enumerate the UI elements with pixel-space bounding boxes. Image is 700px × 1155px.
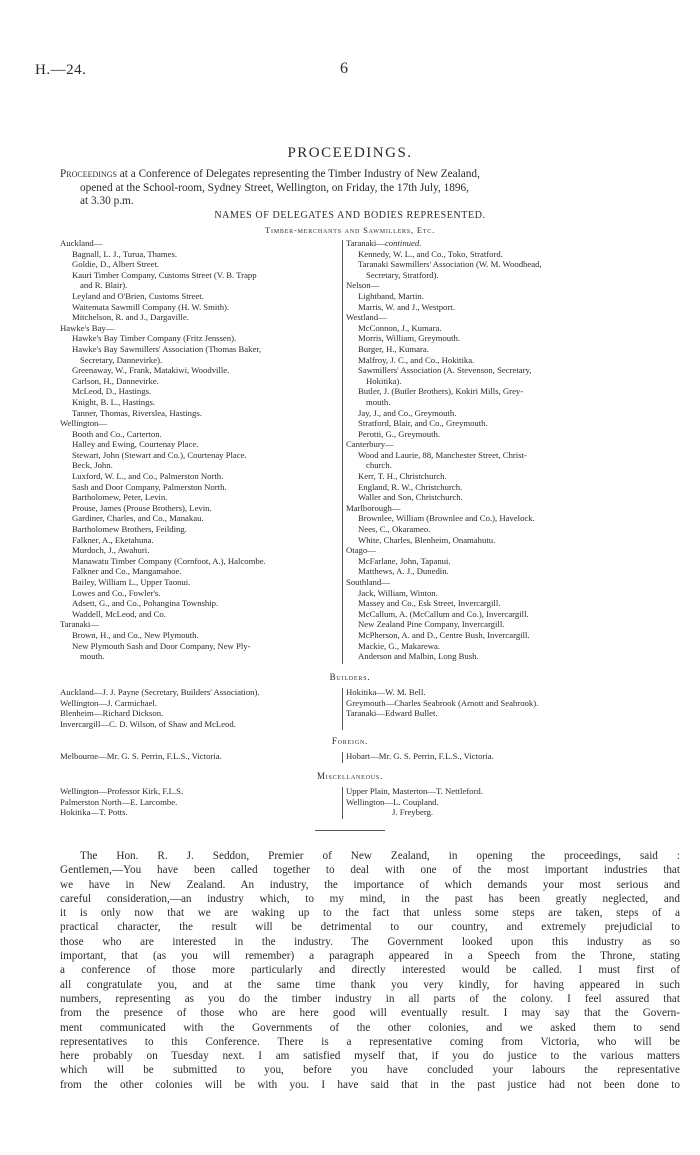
miscellaneous-left-list — [60, 786, 183, 818]
delegate-entry — [346, 259, 646, 270]
paragraph-line: numbers, representing as you do the timber industry in all parts of the colony. I feel assured that — [60, 992, 680, 1005]
paragraph-line: practical character, the result will be detrimental to our country, and extremely prejudicial to — [60, 921, 680, 934]
list-entry: J. Freyberg. — [392, 807, 434, 818]
paragraph-line: here probably on Tuesday next. I am satisfied myself that, if you do justice to the various matters — [60, 1050, 680, 1063]
list-entry: Invercargill—C. D. Wilson, of Shaw and McLeod. — [60, 718, 236, 729]
entry-text: Burger, H., Kumara. — [358, 343, 429, 354]
entry-text: Bartholomew Brothers, Feilding. — [72, 524, 187, 535]
paragraph-line: from the presence of those who are here good will eventually result. I may say that the Govern- — [60, 1007, 680, 1020]
list-entry: Wellington—L. Coupland. — [346, 796, 439, 807]
foreign-divider — [342, 752, 343, 763]
entry-text: Falkner and Co., Mangamahoe. — [72, 566, 182, 577]
list-entry: Palmerston North—E. Larcombe. — [60, 796, 178, 807]
entry-text: Bagnall, L. J., Turua, Thames. — [72, 248, 178, 259]
entry-text: Prouse, James (Prouse Brothers), Levin. — [72, 502, 212, 513]
delegate-entry — [346, 408, 646, 419]
delegate-entry — [346, 524, 646, 535]
delegates-left-column — [60, 238, 336, 662]
delegate-entry — [346, 355, 646, 366]
paragraph-line: it is only now that we are waking up to the fact that unless some steps are taken, steps of a — [60, 907, 680, 920]
region-heading — [346, 238, 646, 249]
paragraph-line: those who are interested in the industry. The Government looked upon this industry as so — [60, 935, 680, 948]
entry-text: Brown, H., and Co., New Plymouth. — [72, 629, 199, 640]
delegate-entry — [346, 460, 646, 471]
paragraph-line: Gentlemen,—You have been called together to deal with one of the most important industries that — [60, 864, 680, 877]
entry-text: mouth. — [366, 396, 391, 407]
delegate-entry — [60, 513, 336, 524]
names-heading: NAMES OF DELEGATES AND BODIES REPRESENTED. — [214, 210, 486, 221]
delegate-entry — [346, 397, 646, 408]
delegate-entry — [346, 619, 646, 630]
delegate-entry — [60, 386, 336, 397]
entry-text: Lowes and Co., Fowler's. — [72, 587, 161, 598]
entry-text: McConnon, J., Kumara. — [358, 322, 442, 333]
entry-text: Brownlee, William (Brownlee and Co.), Havelock. — [358, 513, 535, 524]
delegate-entry — [346, 386, 646, 397]
miscellaneous-divider — [342, 787, 343, 819]
region-heading — [60, 238, 336, 249]
delegate-entry — [346, 429, 646, 440]
delegate-entry — [346, 291, 646, 302]
entry-text: England, R. W., Christchurch. — [358, 481, 463, 492]
entry-text: New Zealand Pine Company, Invercargill. — [358, 619, 505, 630]
entry-text: McFarlane, John, Tapanui. — [358, 555, 451, 566]
builders-left-list — [60, 687, 260, 729]
document-reference: H.—24. — [35, 62, 87, 78]
entry-text: McCallum, A. (McCallum and Co.), Invercargill. — [358, 608, 529, 619]
delegates-right-column — [346, 238, 646, 662]
paragraph-line: ment communicated with the Governments of the other colonies, and we asked them to send — [60, 1021, 680, 1034]
delegate-entry — [346, 376, 646, 387]
entry-text: Kauri Timber Company, Customs Street (V. B. Trapp — [72, 269, 257, 280]
entry-text: Leyland and O'Brien, Customs Street. — [72, 290, 204, 301]
paragraph-line: from the other colonies will be with you. I have said that in the past justice had not been done to — [60, 1078, 680, 1091]
entry-text: Stewart, John (Stewart and Co.), Courtenay Place. — [72, 449, 247, 460]
section-separator — [315, 830, 385, 831]
entry-text: Carlson, H., Dannevirke. — [72, 375, 159, 386]
entry-text: McPherson, A. and D., Centre Bush, Invercargill. — [358, 629, 530, 640]
entry-text: Kennedy, W. L., and Co., Toko, Stratford. — [358, 248, 503, 259]
delegate-entry — [60, 651, 336, 662]
list-entry: Blenheim—Richard Dickson. — [60, 708, 164, 719]
entry-text: Canterbury— — [346, 439, 394, 450]
delegate-entry — [346, 450, 646, 461]
page-number: 6 — [340, 60, 348, 77]
entry-text: Manawatu Timber Company (Cornfoot, A.), Halcombe. — [72, 555, 266, 566]
paragraph-line: The Hon. R. J. Seddon, Premier of New Zealand, in opening the proceedings, said : — [80, 850, 680, 862]
foreign-heading: Foreign. — [331, 736, 369, 746]
paragraph-line: we have in New Zealand. An industry, the importance of which demands your most serious and — [60, 878, 680, 891]
delegate-entry — [346, 566, 646, 577]
delegate-entry — [60, 577, 336, 588]
entry-text: Kerr, T. H., Christchurch. — [358, 471, 447, 482]
delegate-entry — [60, 270, 336, 281]
entry-text: Waller and Son, Christchurch. — [358, 492, 463, 503]
delegate-entry — [346, 333, 646, 344]
list-entry: Hokitika—T. Potts. — [60, 807, 128, 818]
list-entry: Wellington—Professor Kirk, F.L.S. — [60, 786, 184, 796]
region-heading — [346, 577, 646, 588]
entry-text: Hawke's Bay Timber Company (Fritz Jenssen). — [72, 333, 237, 344]
miscellaneous-right-list — [346, 786, 483, 818]
intro-line-1-rest: at a Conference of Delegates representing the Timber Industry of New Zealand, — [116, 168, 480, 180]
entry-text: McLeod, D., Hastings. — [72, 386, 152, 397]
delegate-entry — [346, 492, 646, 503]
intro-line-3: at 3.30 p.m. — [80, 195, 134, 207]
timber-heading: Timber-merchants and Sawmillers, Etc. — [264, 225, 436, 235]
entry-text: Nees, C., Okarameo. — [358, 524, 431, 535]
delegate-entry — [60, 408, 336, 419]
delegate-entry — [60, 376, 336, 387]
delegate-entry — [60, 249, 336, 260]
entry-text: Jack, William, Winton. — [358, 587, 438, 598]
builders-divider — [342, 688, 343, 730]
delegate-entry — [60, 471, 336, 482]
builders-heading: Builders. — [329, 672, 371, 682]
entry-text: Taranaki— — [60, 619, 99, 630]
region-heading — [60, 619, 336, 630]
delegate-entry — [60, 365, 336, 376]
entry-text: Wood and Laurie, 88, Manchester Street, Christ- — [358, 449, 527, 460]
entry-text: Jay, J., and Co., Greymouth. — [358, 407, 457, 418]
delegate-entry — [60, 556, 336, 567]
delegate-entry — [346, 344, 646, 355]
speech-paragraph — [60, 849, 680, 1092]
entry-text: Southland— — [346, 577, 390, 587]
entry-text: White, Charles, Blenheim, Onamahutu. — [358, 534, 496, 545]
entry-text: Mitchelson, R. and J., Dargaville. — [72, 312, 189, 323]
delegate-entry — [60, 641, 336, 652]
intro-line-2: opened at the School-room, Sydney Street, Wellington, on Friday, the 17th July, 1896, — [80, 181, 469, 194]
delegate-entry — [60, 259, 336, 270]
delegate-entry — [60, 545, 336, 556]
delegate-entry — [346, 513, 646, 524]
delegate-entry — [346, 418, 646, 429]
list-entry: Wellington—J. Carmichael. — [60, 697, 158, 708]
entry-text: Goldie, D., Albert Street. — [72, 259, 160, 270]
entry-text: Westland— — [346, 312, 387, 323]
entry-text: Beck, John. — [72, 460, 113, 471]
entry-text: Perotti, G., Greymouth. — [358, 428, 441, 439]
delegate-entry — [346, 249, 646, 260]
delegate-entry — [60, 630, 336, 641]
entry-text: Hawke's Bay Sawmillers' Association (Thomas Baker, — [72, 343, 262, 354]
entry-text: Waitemata Sawmill Company (H. W. Smith). — [72, 301, 230, 312]
delegate-entry — [346, 323, 646, 334]
entry-text: Secretary, Stratford). — [366, 269, 439, 280]
entry-text: Mackie, G., Makarewa. — [358, 640, 441, 651]
entry-text: Matthews, A. J., Dunedin. — [358, 566, 449, 577]
entry-text: Hawke's Bay— — [60, 322, 115, 333]
delegate-entry — [346, 302, 646, 313]
entry-text: Luxford, W. L., and Co., Palmerston North. — [72, 471, 224, 482]
delegate-entry — [346, 630, 646, 641]
intro-lead: Proceedings — [60, 168, 117, 180]
region-heading — [346, 503, 646, 514]
list-entry: Greymouth—Charles Seabrook (Arnott and Seabrook). — [346, 697, 539, 708]
paragraph-line: which will be submitted to you, before you have concluded your labours the representative — [60, 1064, 680, 1077]
entry-text: church. — [366, 460, 392, 471]
entry-text: mouth. — [80, 651, 105, 662]
entry-text: Halley and Ewing, Courtenay Place. — [72, 439, 199, 450]
region-heading — [60, 418, 336, 429]
entry-text: Waddell, McLeod, and Co. — [72, 608, 166, 619]
list-entry: Taranaki—Edward Bullet. — [346, 708, 438, 719]
delegate-entry — [60, 429, 336, 440]
entry-text: Malfroy, J. C., and Co., Hokitika. — [358, 354, 475, 365]
entry-text: Sash and Door Company, Palmerston North. — [72, 481, 227, 492]
entry-text: Greenaway, W., Frank, Matakiwi, Woodville. — [72, 365, 230, 376]
builders-right-list — [346, 687, 538, 719]
entry-text: Marris, W. and J., Westport. — [358, 301, 455, 312]
region-heading — [346, 545, 646, 556]
delegate-entry — [60, 450, 336, 461]
entry-text: Bartholomew, Peter, Levin. — [72, 492, 168, 503]
delegate-entry — [60, 503, 336, 514]
delegate-entry — [346, 365, 646, 376]
paragraph-line: careful consideration,—an industry which, to my mind, in the past has been greatly neglected, and — [60, 892, 680, 905]
delegate-entry — [60, 397, 336, 408]
entry-text: Stratford, Blair, and Co., Greymouth. — [358, 418, 488, 429]
intro-line-1 — [60, 168, 680, 182]
list-entry: Hokitika—W. M. Bell. — [346, 687, 426, 697]
entry-text: Auckland— — [60, 238, 103, 248]
entry-text: Adsett, G., and Co., Pohangina Township. — [72, 598, 219, 609]
entry-text: Murdoch, J., Awahuri. — [72, 545, 150, 556]
entry-text: Knight, B. L., Hastings. — [72, 396, 156, 407]
delegate-entry — [60, 344, 336, 355]
entry-text: Anderson and Malbin, Long Bush. — [358, 651, 479, 662]
delegate-entry — [60, 355, 336, 366]
delegate-entry — [346, 598, 646, 609]
delegate-entry — [346, 651, 646, 662]
entry-text: Morris, William, Greymouth. — [358, 333, 461, 344]
delegate-entry — [346, 270, 646, 281]
delegate-entry — [60, 598, 336, 609]
region-heading — [346, 280, 646, 291]
delegate-entry — [346, 588, 646, 599]
delegate-entry — [346, 471, 646, 482]
entry-text: Massey and Co., Esk Street, Invercargill. — [358, 598, 501, 609]
delegate-entry — [346, 556, 646, 567]
entry-text: Tanner, Thomas, Riverslea, Hastings. — [72, 407, 202, 418]
region-heading — [346, 439, 646, 450]
entry-text: Otago— — [346, 545, 376, 556]
region-heading — [60, 323, 336, 334]
delegate-entry — [60, 333, 336, 344]
entry-text: Bailey, William L., Upper Taonui. — [72, 577, 191, 587]
list-entry: Auckland—J. J. Payne (Secretary, Builders' Association). — [60, 687, 260, 697]
delegate-entry — [60, 588, 336, 599]
delegate-entry — [60, 492, 336, 503]
entry-text: Lightband, Martin. — [358, 290, 424, 301]
paragraph-line: important, that (as you will remember) a paragraph appeared in a Speech from the Throne, stating — [60, 950, 680, 963]
entry-text: Hokitika). — [366, 375, 402, 386]
entry-text: Wellington— — [60, 418, 108, 429]
delegate-entry — [60, 439, 336, 450]
delegate-entry — [60, 291, 336, 302]
entry-text: Falkner, A., Eketahuna. — [72, 534, 154, 545]
list-entry: Hobart—Mr. G. S. Perrin, F.L.S., Victoria. — [346, 751, 494, 761]
page-title: PROCEEDINGS. — [287, 145, 413, 161]
delegate-entry — [346, 641, 646, 652]
miscellaneous-heading: Miscellaneous. — [316, 771, 384, 781]
foreign-right-list — [346, 751, 494, 762]
entry-text: Nelson— — [346, 280, 380, 291]
delegate-entry — [346, 482, 646, 493]
entry-text: New Plymouth Sash and Door Company, New Ply- — [72, 640, 251, 651]
delegate-entry — [60, 302, 336, 313]
column-divider — [342, 240, 343, 664]
delegate-entry — [60, 460, 336, 471]
entry-text: Taranaki— — [346, 238, 385, 248]
region-heading — [346, 312, 646, 323]
entry-text: Taranaki Sawmillers' Association (W. M. Woodhead, — [358, 259, 542, 270]
paragraph-line: a conference of those more particularly and directly interested would be called. I must first of — [60, 964, 680, 977]
list-entry: Melbourne—Mr. G. S. Perrin, F.L.S., Victoria. — [60, 751, 222, 761]
delegate-entry — [60, 482, 336, 493]
delegate-entry — [60, 566, 336, 577]
delegate-entry — [60, 312, 336, 323]
paragraph-line: all congratulate you, and at the same time thank you very kindly, for having appeared in such — [60, 978, 680, 991]
foreign-left-list — [60, 751, 222, 762]
paragraph-line: representatives to this Conference. There is a representative coming from Victoria, who will be — [60, 1035, 680, 1048]
delegate-entry — [346, 535, 646, 546]
list-entry: Upper Plain, Masterton—T. Nettleford. — [346, 786, 483, 796]
delegate-entry — [60, 280, 336, 291]
entry-text: Gardiner, Charles, and Co., Manakau. — [72, 513, 204, 524]
delegate-entry — [60, 535, 336, 546]
delegate-entry — [346, 609, 646, 620]
entry-text: Butler, J. (Butler Brothers), Kokiri Mills, Grey- — [358, 386, 524, 397]
entry-suffix: continued. — [384, 238, 422, 248]
delegate-entry — [60, 609, 336, 620]
entry-text: and R. Blair). — [80, 280, 128, 291]
entry-text: Booth and Co., Carterton. — [72, 428, 162, 439]
entry-text: Secretary, Dannevirke). — [80, 354, 163, 365]
intro-paragraph — [60, 168, 680, 209]
entry-text: Marlborough— — [346, 502, 401, 513]
delegate-entry — [60, 524, 336, 535]
entry-text: Sawmillers' Association (A. Stevenson, Secretary, — [358, 365, 532, 376]
